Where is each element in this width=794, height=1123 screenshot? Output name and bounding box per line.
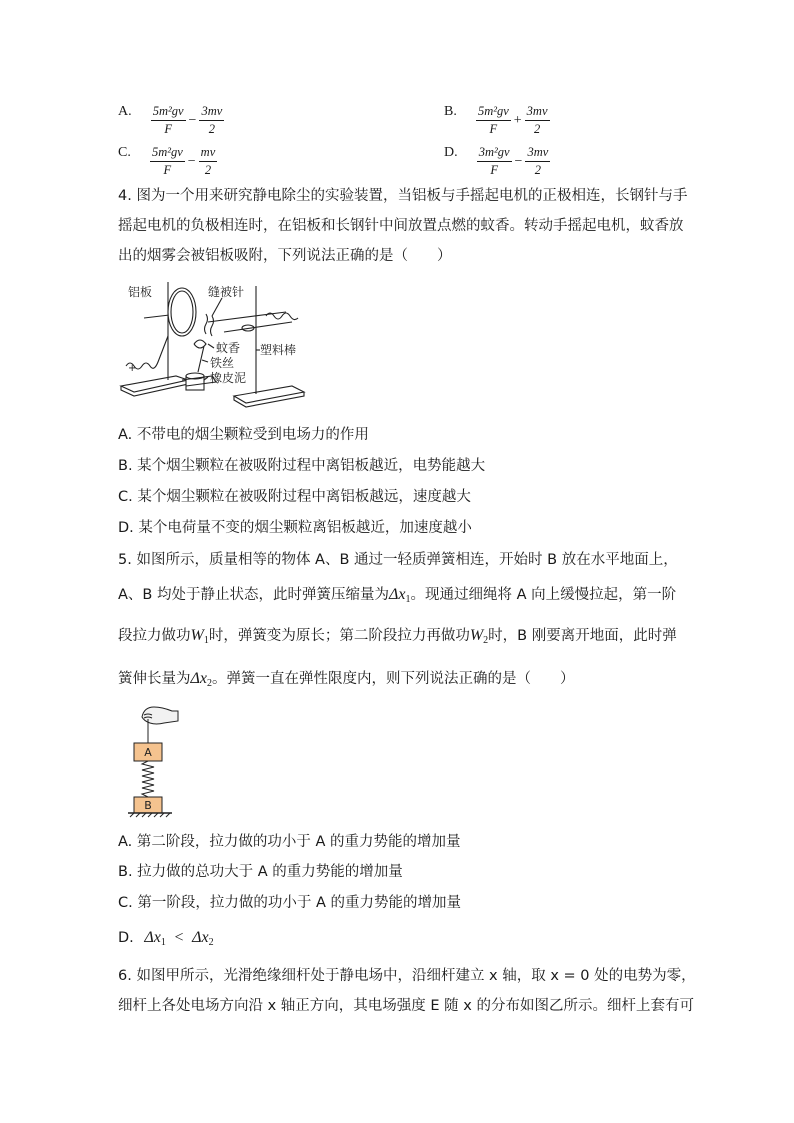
text-segment: 段拉力做功 <box>118 628 191 644</box>
fraction <box>525 104 550 137</box>
subscript: 1 <box>160 937 166 948</box>
option-letter: D. <box>444 145 458 160</box>
operator: + <box>513 112 522 128</box>
subscript: 2 <box>483 635 489 646</box>
numerator: 3mv <box>525 145 550 162</box>
numerator: 3mv <box>199 104 224 121</box>
delta-x1 <box>389 586 411 603</box>
delta-x1 <box>144 929 166 946</box>
delta-x2 <box>191 670 213 687</box>
q5-stem-line-3 <box>118 626 677 651</box>
leader-incense <box>208 344 214 348</box>
option-letter: C. <box>118 145 131 160</box>
smoke-2 <box>211 316 214 336</box>
symbol: W <box>469 627 484 644</box>
iron-wire <box>198 346 204 372</box>
q6-stem-line: 细杆上各处电场方向沿 x 轴正方向，其电场强度 E 随 x 的分布如图乙所示。细杆上套有可 <box>118 998 694 1014</box>
text-segment: 时，B 刚要离开地面，此时弹 <box>488 628 677 644</box>
q4-option-a: A. 不带电的烟尘颗粒受到电场力的作用 <box>118 427 369 443</box>
numerator: 3mv <box>525 104 550 121</box>
hand-icon <box>142 707 178 724</box>
symbol: W <box>190 627 204 644</box>
leader-iron-wire <box>202 360 208 362</box>
text-segment: 。弹簧一直在弹性限度内，则下列说法正确的是（ ） <box>212 671 575 687</box>
numerator: mv <box>199 145 218 162</box>
formula <box>477 145 551 178</box>
operator: − <box>514 153 523 169</box>
q4-apparatus-figure <box>116 276 308 410</box>
q6-stem-line: 6. 如图甲所示，光滑绝缘细杆处于静电场中，沿细杆建立 x 轴，取 x = 0 处的电势为零， <box>118 968 696 984</box>
text-segment: 。现通过细绳将 A 向上缓慢拉起，第一阶 <box>410 587 677 603</box>
subscript: 1 <box>405 594 411 605</box>
operator: − <box>187 153 196 169</box>
fraction <box>477 145 512 178</box>
numerator: 3m²gv <box>477 145 512 162</box>
text-segment: 时，弹簧变为原长；第二阶段拉力再做功 <box>208 628 470 644</box>
numerator: 5m²gv <box>151 104 186 121</box>
less-than-sign: < <box>174 929 184 946</box>
right-stand-base <box>234 386 304 403</box>
q4-option-b: B. 某个烟尘颗粒在被吸附过程中离铝板越近，电势能越大 <box>118 458 486 474</box>
operator: − <box>188 112 197 128</box>
denominator: 2 <box>533 122 541 136</box>
plastic-rod <box>224 322 292 332</box>
numerator: 5m²gv <box>476 104 511 121</box>
fraction <box>525 145 550 178</box>
denominator: F <box>489 122 498 136</box>
label-aluminum-plate: 铝板 <box>128 285 153 299</box>
aluminum-plate-shape <box>168 288 196 336</box>
q5-spring-figure <box>128 703 182 819</box>
label-rubber-clay: 橡皮泥 <box>210 371 247 385</box>
denominator: F <box>163 163 172 177</box>
q4-option-c: C. 某个烟尘颗粒在被吸附过程中离铝板越远，速度越大 <box>118 489 471 505</box>
leader-needle <box>212 298 222 316</box>
symbol: Δx <box>192 929 209 946</box>
delta-x2 <box>192 929 214 946</box>
q5-option-b: B. 拉力做的总功大于 A 的重力势能的增加量 <box>118 864 403 880</box>
option-letter: B. <box>444 104 457 119</box>
left-stand-base <box>121 376 188 392</box>
symbol: Δx <box>144 929 161 946</box>
q3-option-d <box>444 141 550 178</box>
fraction <box>150 145 185 178</box>
fraction <box>151 104 186 137</box>
subscript: 2 <box>208 937 214 948</box>
q5-stem-line-2 <box>118 585 676 610</box>
text-segment: 簧伸长量为 <box>118 671 191 687</box>
q5-option-c: C. 第一阶段，拉力做的功小于 A 的重力势能的增加量 <box>118 895 461 911</box>
denominator: F <box>490 163 498 177</box>
label-block-a: A <box>144 746 152 759</box>
smoke-1 <box>205 314 208 334</box>
work-w1 <box>191 627 209 644</box>
denominator: 2 <box>208 122 215 136</box>
q5-stem-line: 5. 如图所示，质量相等的物体 A、B 通过一轻质弹簧相连，开始时 B 放在水平地面上， <box>118 552 678 568</box>
q3-option-b <box>444 100 550 137</box>
label-block-b: B <box>144 799 152 812</box>
subscript: 1 <box>203 635 209 646</box>
formula <box>151 104 225 137</box>
denominator: 2 <box>204 163 212 177</box>
q4-stem-line: 4. 图为一个用来研究静电除尘的实验装置，当铝板与手摇起电机的正极相连，长钢针与手 <box>118 188 688 204</box>
option-letter: D. <box>118 930 134 946</box>
denominator: F <box>164 122 172 136</box>
work-w2 <box>470 627 488 644</box>
q4-stem-line: 摇起电机的负极相连时，在铝板和长钢针中间放置点燃的蚊香。转动手摇起电机，蚊香放 <box>118 218 684 234</box>
label-needle: 缝被针 <box>208 285 245 299</box>
label-incense: 蚊香 <box>216 341 241 355</box>
label-plastic-rod: 塑料棒 <box>260 343 297 357</box>
text-segment: A、B 均处于静止状态，此时弹簧压缩量为 <box>118 587 389 603</box>
fraction <box>199 104 224 137</box>
q5-option-d <box>118 928 214 953</box>
denominator: 2 <box>534 163 541 177</box>
fraction <box>476 104 511 137</box>
symbol: Δx <box>190 670 207 687</box>
q3-option-a <box>118 100 224 137</box>
fraction <box>199 145 218 178</box>
q4-stem-line: 出的烟雾会被铝板吸附，下列说法正确的是（ ） <box>118 248 452 264</box>
q5-stem-line-4 <box>118 669 575 694</box>
symbol: Δx <box>388 586 406 603</box>
q3-option-c <box>118 141 217 178</box>
spring-coil <box>142 761 154 797</box>
q5-option-a: A. 第二阶段，拉力做的功小于 A 的重力势能的增加量 <box>118 834 461 850</box>
option-letter: A. <box>118 104 132 119</box>
formula <box>150 145 217 178</box>
label-plus-sign: + <box>128 363 137 374</box>
formula <box>476 104 550 137</box>
label-iron-wire: 铁丝 <box>210 356 235 370</box>
q4-option-d: D. 某个电荷量不变的烟尘颗粒离铝板越近，加速度越小 <box>118 520 472 536</box>
subscript: 2 <box>207 678 212 689</box>
numerator: 5m²gv <box>150 145 185 162</box>
